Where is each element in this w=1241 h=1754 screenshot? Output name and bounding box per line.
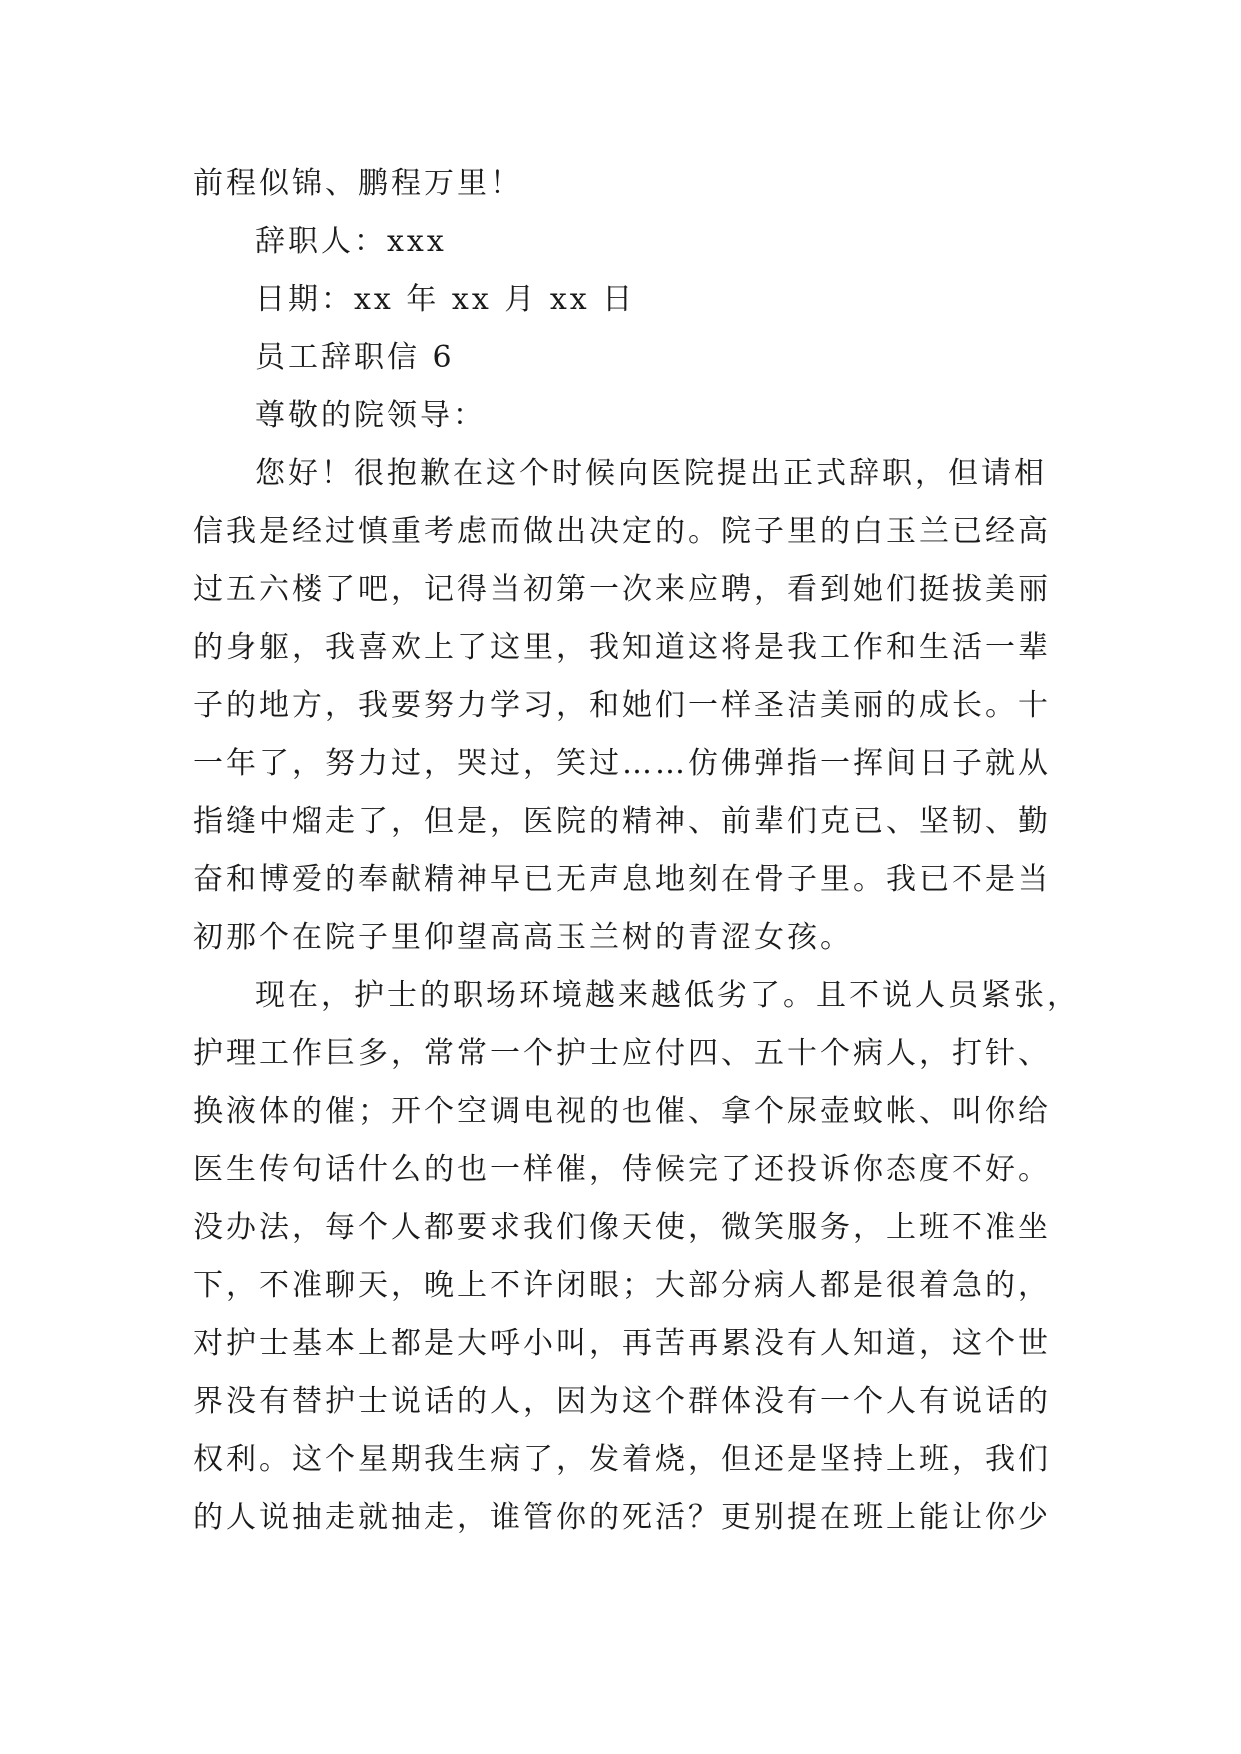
- text-line: 一年了，努力过，哭过，笑过……仿佛弹指一挥间日子就从: [193, 746, 1051, 781]
- text-line: 下，不准聊天，晚上不许闭眼；大部分病人都是很着急的，: [193, 1268, 1051, 1303]
- text-line: 没办法，每个人都要求我们像天使，微笑服务，上班不准坐: [193, 1210, 1051, 1245]
- text-line: 您好！很抱歉在这个时候向医院提出正式辞职，但请相: [255, 456, 1047, 491]
- text-line: 奋和博爱的奉献精神早已无声息地刻在骨子里。我已不是当: [193, 862, 1051, 897]
- section-heading: 员工辞职信 6: [255, 340, 455, 375]
- text-line: 对护士基本上都是大呼小叫，再苦再累没有人知道，这个世: [193, 1326, 1051, 1361]
- text-line: 子的地方，我要努力学习，和她们一样圣洁美丽的成长。十: [193, 688, 1051, 723]
- text-line: 权利。这个星期我生病了，发着烧，但还是坚持上班，我们: [193, 1442, 1051, 1477]
- text-line: 前程似锦、鹏程万里！: [193, 166, 523, 201]
- text-line: 换液体的催；开个空调电视的也催、拿个尿壶蚊帐、叫你给: [193, 1094, 1051, 1129]
- text-line: 界没有替护士说话的人，因为这个群体没有一个人有说话的: [193, 1384, 1051, 1419]
- text-line-date: 日期：xx 年 xx 月 xx 日: [255, 282, 636, 317]
- text-line: 信我是经过慎重考虑而做出决定的。院子里的白玉兰已经高: [193, 514, 1051, 549]
- text-line: 医生传句话什么的也一样催，侍候完了还投诉你态度不好。: [193, 1152, 1051, 1187]
- text-line: 的人说抽走就抽走，谁管你的死活？更别提在班上能让你少: [193, 1500, 1051, 1535]
- document-body: [193, 155, 1080, 1547]
- text-line: 指缝中熘走了，但是，医院的精神、前辈们克已、坚韧、勤: [193, 804, 1051, 839]
- text-line-resigner: 辞职人：xxx: [255, 224, 447, 259]
- text-line: 初那个在院子里仰望高高玉兰树的青涩女孩。: [193, 920, 853, 955]
- text-line: 的身躯，我喜欢上了这里，我知道这将是我工作和生活一辈: [193, 630, 1051, 665]
- text-line: 护理工作巨多，常常一个护士应付四、五十个病人，打针、: [193, 1036, 1051, 1071]
- salutation: 尊敬的院领导：: [255, 398, 486, 433]
- text-line: 过五六楼了吧，记得当初第一次来应聘，看到她们挺拔美丽: [193, 572, 1051, 607]
- text-line: 现在，护士的职场环境越来越低劣了。且不说人员紧张，: [255, 978, 1080, 1013]
